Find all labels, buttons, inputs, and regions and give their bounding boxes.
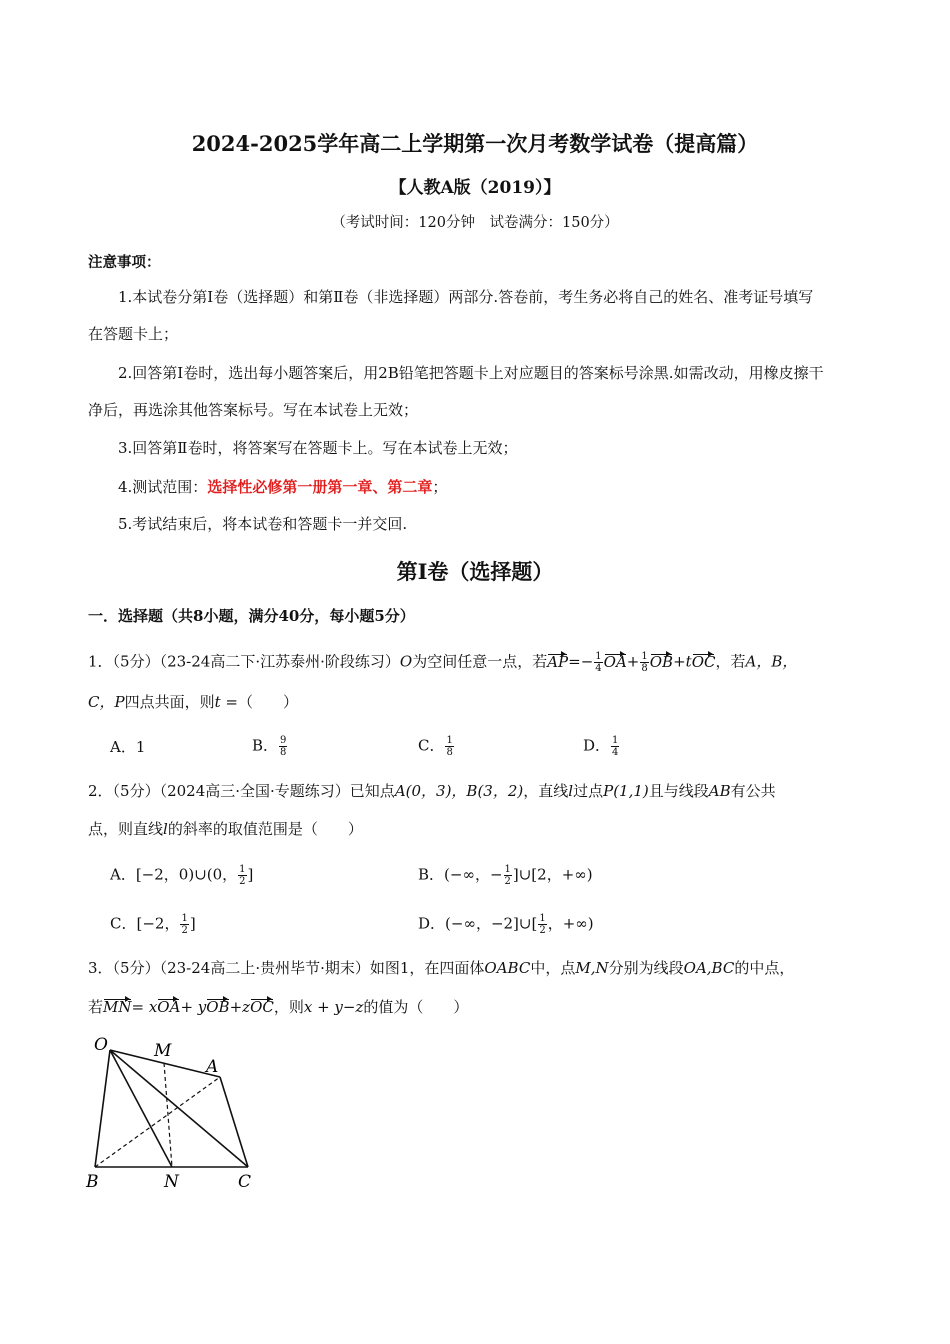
note-4-prefix: 4.测试范围： bbox=[118, 478, 208, 496]
q2-line2-a: 点，则直线 bbox=[88, 820, 164, 838]
note-2-line-2: 净后，再选涂其他答案标号。写在本试卷上无效； bbox=[88, 401, 419, 419]
q3-pre: 若 bbox=[88, 998, 104, 1016]
note-4-suffix: ； bbox=[432, 478, 448, 496]
q2-text-1: ，直线 bbox=[523, 782, 569, 800]
question-3-line-1 bbox=[88, 961, 794, 976]
q2-line-l: l bbox=[568, 782, 574, 800]
q1-vars: C，P bbox=[88, 693, 125, 711]
vector-ap: AP bbox=[547, 652, 569, 671]
note-1-line-2: 在答题卡上； bbox=[88, 325, 179, 343]
q3-plus-z: +z bbox=[229, 998, 251, 1016]
question-2-line-2 bbox=[88, 822, 363, 837]
q2-text-4: 有公共 bbox=[730, 782, 776, 800]
q1-option-b[interactable]: B． $\frac{9}{8}$ bbox=[252, 735, 287, 758]
question-1-line-1 bbox=[88, 651, 797, 674]
exam-time-info: （考试时间：120分钟 试卷满分：150分） bbox=[331, 215, 619, 231]
note-1-line-1: 1.本试卷分第Ⅰ卷（选择题）和第Ⅱ卷（非选择题）两部分.答卷前，考生务必将自己的姓名、准考证号填写 bbox=[118, 288, 814, 306]
note-5: 5.考试结束后，将本试卷和答题卡一并交回. bbox=[118, 515, 408, 533]
q2-option-d[interactable]: D．(−∞，−2]∪[ $\frac{1}{2}$ ，+∞) bbox=[418, 913, 594, 936]
q2-segment-ab: AB bbox=[708, 782, 731, 800]
note-3: 3.回答第Ⅱ卷时，将答案写在答题卡上。写在本试卷上无效； bbox=[118, 439, 518, 457]
q1-option-d[interactable]: D． $\frac{1}{4}$ bbox=[583, 735, 619, 758]
edge-ca bbox=[220, 1077, 248, 1167]
q1-lead: 1．（5分）（23-24高二下·江苏泰州·阶段练习） bbox=[88, 652, 400, 671]
q1-plus: + bbox=[626, 652, 640, 671]
tetrahedron-figure bbox=[80, 1030, 270, 1195]
q1-point-o: O bbox=[399, 652, 413, 671]
q2-point-p: P(1,1) bbox=[603, 782, 649, 800]
note-2-line-1: 2.回答第Ⅰ卷时，选出每小题答案后，用2B铅笔把答题卡上对应题目的答案标号涂黑.如需改动，用橡皮擦干 bbox=[118, 364, 824, 382]
q3-segments: OA,BC bbox=[683, 959, 735, 977]
q2-line2-l: l bbox=[163, 820, 168, 838]
part-heading: 一．选择题（共8小题，满分40分，每小题5分） bbox=[88, 607, 415, 625]
vector-oc: OC bbox=[691, 652, 716, 671]
q2-option-c[interactable]: C．[−2， $\frac{1}{2}$ ] bbox=[110, 913, 196, 936]
q3-line2-text: ，则 bbox=[273, 998, 304, 1016]
q2-text-2: 过点 bbox=[573, 782, 604, 800]
label-a: A bbox=[206, 1057, 219, 1077]
q3-text-3: 的中点， bbox=[734, 959, 795, 977]
question-2-line-1 bbox=[88, 784, 776, 799]
edition-label: 【人教A版（2019）】 bbox=[389, 178, 561, 198]
exam-title: 2024-2025学年高二上学期第一次月考数学试卷（提高篇） bbox=[191, 131, 759, 156]
q3-expr: x + y−z bbox=[303, 998, 364, 1016]
vector-ob: OB bbox=[649, 652, 674, 671]
segment-mn bbox=[164, 1063, 172, 1167]
section-title: 第Ⅰ卷（选择题） bbox=[396, 559, 554, 584]
q2-points: A(0，3)，B(3，2) bbox=[394, 782, 524, 800]
q1-text-2: ，若 bbox=[715, 652, 746, 671]
label-m: M bbox=[154, 1041, 172, 1061]
q1-points: A，B， bbox=[745, 652, 798, 671]
q2-line2-b: 的斜率的取值范围是（ ） bbox=[167, 820, 363, 838]
fraction-1-4: $\frac{1}{4}$ bbox=[595, 651, 602, 674]
label-o: O bbox=[94, 1035, 108, 1055]
label-c: C bbox=[238, 1172, 252, 1192]
q3-text-2: 分别为线段 bbox=[608, 959, 684, 977]
q1-t-eq: t = bbox=[214, 693, 238, 711]
q1-option-c[interactable]: C． $\frac{1}{8}$ bbox=[418, 735, 453, 758]
q3-vector-oc: OC bbox=[250, 998, 274, 1016]
q2-lead: 2．（5分）（2024高三·全国·专题练习）已知点 bbox=[88, 782, 395, 800]
label-b: B bbox=[86, 1172, 99, 1192]
q1-plus-t: +t bbox=[673, 652, 692, 671]
note-4 bbox=[118, 480, 447, 495]
q1-line2-text: 四点共面，则 bbox=[124, 693, 215, 711]
fraction-1-8: $\frac{1}{8}$ bbox=[641, 651, 648, 674]
question-1-line-2 bbox=[88, 695, 298, 710]
q3-vector-oa: OA bbox=[157, 998, 181, 1016]
vector-mn: MN bbox=[103, 998, 132, 1016]
q3-eq: = x bbox=[131, 998, 158, 1016]
vector-oa: OA bbox=[603, 652, 627, 671]
q2-option-a[interactable]: A．[−2，0)∪(0， $\frac{1}{2}$ ] bbox=[110, 864, 254, 887]
note-4-scope: 选择性必修第一册第一章、第二章 bbox=[207, 478, 433, 496]
q3-lead: 3．（5分）（23-24高二上·贵州毕节·期末）如图1，在四面体 bbox=[88, 959, 485, 977]
q3-vector-ob: OB bbox=[206, 998, 230, 1016]
q1-paren: （ ） bbox=[237, 693, 298, 711]
q3-plus-y: + y bbox=[180, 998, 207, 1016]
q1-eq: =− bbox=[568, 652, 594, 671]
q3-tetrahedron: OABC bbox=[484, 959, 531, 977]
q3-points-mn: M,N bbox=[575, 959, 609, 977]
q3-text-1: 中，点 bbox=[530, 959, 576, 977]
label-n: N bbox=[164, 1172, 179, 1192]
q1-text: 为空间任意一点，若 bbox=[412, 652, 548, 671]
edge-ob bbox=[95, 1050, 110, 1167]
question-3-line-2 bbox=[88, 1000, 468, 1015]
notes-heading: 注意事项： bbox=[88, 254, 161, 271]
q2-option-b[interactable]: B．(−∞，− $\frac{1}{2}$ ]∪[2，+∞) bbox=[418, 864, 593, 887]
q3-line2-post: 的值为（ ） bbox=[363, 998, 469, 1016]
q2-text-3: 且与线段 bbox=[648, 782, 709, 800]
q1-option-a[interactable]: A．1 bbox=[110, 738, 146, 756]
